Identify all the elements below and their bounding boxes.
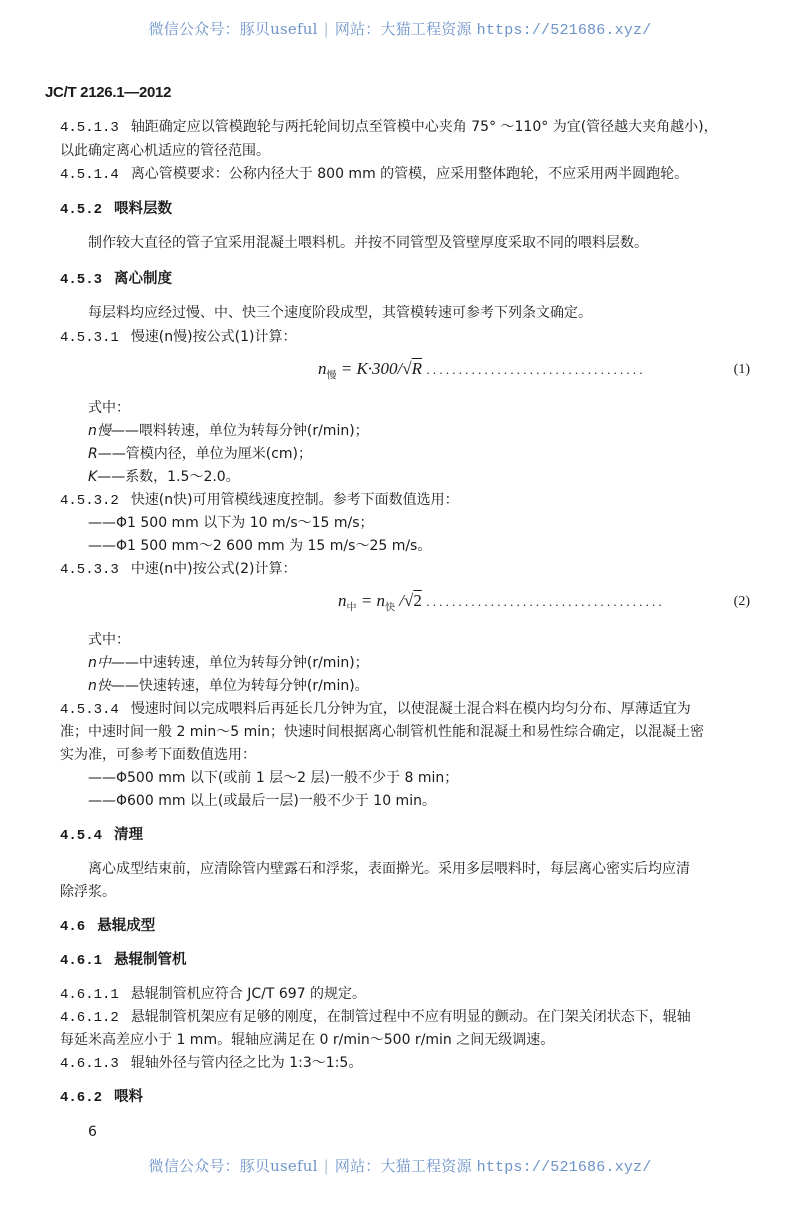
clause-4-5-3-2 [60, 491, 459, 510]
clause-number: 4.5.3.3 [60, 562, 119, 578]
list-item: ——Φ1 500 mm 以下为 10 m/s～15 m/s； [88, 515, 374, 531]
clause-number: 4.5.3.1 [60, 330, 119, 346]
equation-number-2: (2) [733, 594, 750, 609]
variable-definition: K——系数，1.5～2.0。 [88, 469, 240, 485]
clause-number: 4.5.3.2 [60, 493, 119, 509]
watermark-separator: | [323, 20, 329, 38]
where-label: 式中： [88, 400, 130, 416]
section-body-4-5-4: 离心成型结束前，应清除管内壁露石和浮浆，表面擀光。采用多层喂料时，每层离心密实后均应清 [88, 861, 690, 877]
where-label: 式中： [88, 632, 130, 648]
equation-number-1: (1) [733, 362, 750, 377]
section-heading-4-6 [60, 917, 155, 936]
clause-text: 轴距确定应以管模跑轮与两托轮间切点至管模中心夹角 75° ～110° 为宜(管径越大夹角越小)， [130, 119, 718, 135]
section-title: 悬辊成型 [97, 918, 156, 934]
list-item: ——Φ500 mm 以下(或前 1 层～2 层)一般不少于 8 min； [88, 770, 459, 786]
section-number: 4.5.2 [60, 202, 103, 218]
section-heading-4-5-4 [60, 826, 143, 845]
section-number: 4.6.1 [60, 953, 103, 969]
clause-4-5-1-3 [60, 118, 718, 137]
watermark-separator: | [323, 1157, 329, 1175]
variable-definition: R——管模内径，单位为厘米(cm)； [88, 446, 312, 462]
clause-4-5-1-4 [60, 165, 688, 184]
formula-2 [338, 592, 665, 617]
section-number: 4.6.2 [60, 1090, 103, 1106]
watermark-bottom [0, 1155, 800, 1176]
section-number: 4.5.3 [60, 272, 103, 288]
formula-leader-dots: ..................................... [426, 594, 665, 609]
watermark-site: 网站：大猫工程资源 [334, 20, 472, 38]
list-item: ——Φ1 500 mm～2 600 mm 为 15 m/s～25 m/s。 [88, 538, 432, 554]
watermark-top [0, 18, 800, 39]
section-number: 4.6 [60, 919, 86, 935]
clause-text: 辊轴外径与管内径之比为 1:3～1:5。 [130, 1055, 363, 1071]
clause-4-6-1-3 [60, 1054, 362, 1073]
watermark-url[interactable]: https://521686.xyz/ [476, 1159, 652, 1176]
variable-definition: n慢——喂料转速，单位为转每分钟(r/min)； [88, 423, 369, 439]
section-heading-4-6-1 [60, 951, 187, 970]
watermark-wechat: 微信公众号：豚贝useful [148, 20, 318, 38]
clause-4-5-3-1 [60, 328, 296, 347]
formula-lhs: $n_慢 = K\cdot 300/√R$ [318, 359, 423, 382]
clause-text: 慢速时间以完成喂料后再延长几分钟为宜，以使混凝土混合料在模内均匀分布、厚薄适宜为 [130, 701, 691, 717]
section-body-4-5-3: 每层料均应经过慢、中、快三个速度阶段成型，其管模转速可参考下列条文确定。 [88, 305, 592, 321]
section-title: 离心制度 [114, 271, 173, 287]
section-title: 清理 [114, 827, 144, 843]
section-title: 悬辊制管机 [114, 952, 187, 968]
clause-4-5-1-3-cont: 以此确定离心机适应的管径范围。 [60, 143, 270, 159]
clause-4-5-3-3 [60, 560, 296, 579]
clause-4-5-3-4 [60, 700, 691, 719]
page-number: 6 [88, 1124, 97, 1140]
section-body-4-5-2: 制作较大直径的管子宜采用混凝土喂料机。并按不同管型及管壁厚度采取不同的喂料层数。 [88, 235, 648, 251]
section-title: 喂料 [114, 1089, 144, 1105]
clause-number: 4.5.1.3 [60, 120, 119, 136]
formula-1 [318, 360, 646, 385]
clause-text: 慢速(n慢)按公式(1)计算： [130, 329, 297, 345]
formula-lhs: $n_中 = n_快$ /√2 [338, 591, 422, 614]
section-heading-4-5-2 [60, 200, 172, 219]
clause-text-cont: 准；中速时间一般 2 min～5 min；快速时间根据离心制管机性能和混凝土和易性综合确定，以混凝土密 [60, 724, 704, 740]
clause-number: 4.5.3.4 [60, 702, 119, 718]
clause-4-6-1-2 [60, 1008, 691, 1027]
section-number: 4.5.4 [60, 828, 103, 844]
clause-text-cont: 实为准，可参考下面数值选用： [60, 747, 256, 763]
section-heading-4-6-2 [60, 1088, 143, 1107]
variable-definition: n快——快速转速，单位为转每分钟(r/min)。 [88, 678, 369, 694]
clause-number: 4.6.1.2 [60, 1010, 119, 1026]
watermark-wechat: 微信公众号：豚贝useful [148, 1157, 318, 1175]
formula-leader-dots: .................................. [426, 362, 646, 377]
variable-definition: n中——中速转速，单位为转每分钟(r/min)； [88, 655, 369, 671]
standard-id: JC/T 2126.1—2012 [45, 84, 172, 101]
clause-number: 4.6.1.1 [60, 987, 119, 1003]
clause-text-cont: 每延米高差应小于 1 mm。辊轴应满足在 0 r/min～500 r/min 之间无级调速。 [60, 1032, 555, 1048]
clause-4-6-1-1 [60, 985, 366, 1004]
clause-text: 悬辊制管机应符合 JC/T 697 的规定。 [130, 986, 367, 1002]
clause-text: 悬辊制管机架应有足够的刚度，在制管过程中不应有明显的颤动。在门架关闭状态下，辊轴 [130, 1009, 691, 1025]
clause-text: 快速(n快)可用管模线速度控制。参考下面数值选用： [130, 492, 459, 508]
watermark-site: 网站：大猫工程资源 [334, 1157, 472, 1175]
list-item: ——Φ600 mm 以上(或最后一层)一般不少于 10 min。 [88, 793, 436, 809]
section-body-4-5-4-cont: 除浮浆。 [60, 884, 116, 900]
clause-text: 中速(n中)按公式(2)计算： [130, 561, 297, 577]
section-title: 喂料层数 [114, 201, 173, 217]
section-heading-4-5-3 [60, 270, 172, 289]
clause-number: 4.6.1.3 [60, 1056, 119, 1072]
clause-text: 离心管模要求：公称内径大于 800 mm 的管模，应采用整体跑轮，不应采用两半圆跑轮。 [130, 166, 689, 182]
watermark-url[interactable]: https://521686.xyz/ [476, 22, 652, 39]
clause-number: 4.5.1.4 [60, 167, 119, 183]
